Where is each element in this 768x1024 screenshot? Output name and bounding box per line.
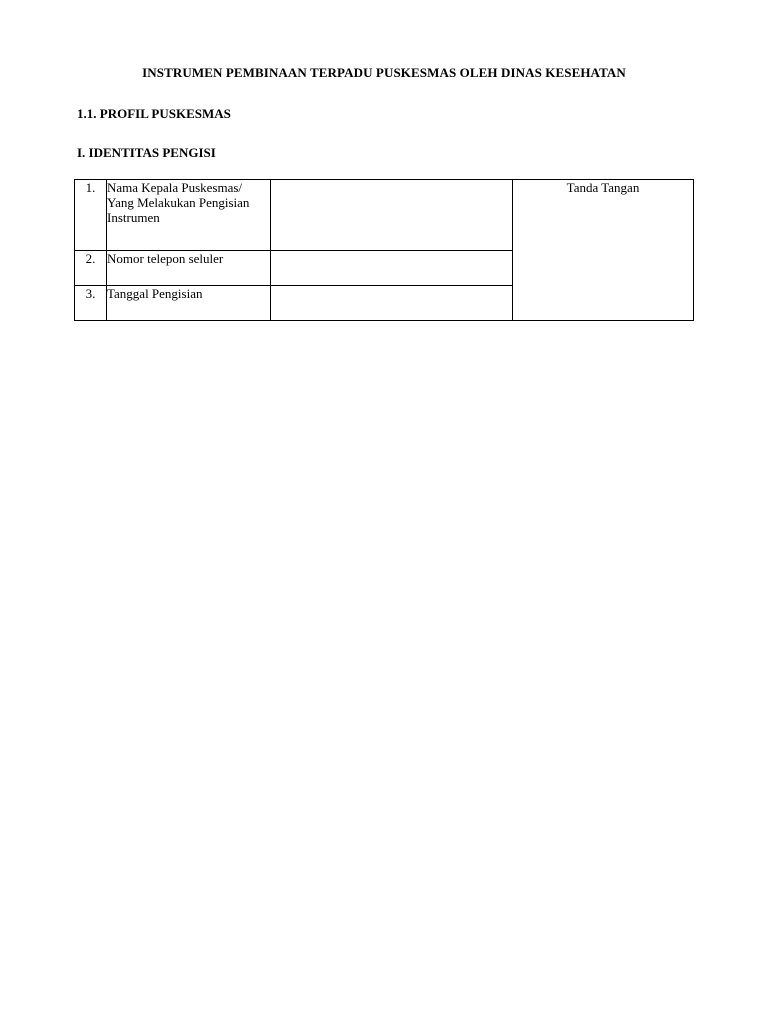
head-name-field[interactable] — [271, 180, 513, 251]
signature-header: Tanda Tangan — [566, 180, 640, 195]
row-number: 2. — [75, 251, 107, 286]
row-number: 1. — [75, 180, 107, 251]
subsection-heading: I. IDENTITAS PENGISI — [77, 145, 216, 160]
signature-cell[interactable] — [513, 180, 694, 321]
row-label-cell — [107, 251, 271, 286]
table-row — [75, 180, 694, 251]
row-label: Tanggal Pengisian — [107, 286, 203, 301]
row-label-cell — [107, 286, 271, 321]
row-number: 3. — [75, 286, 107, 321]
section-heading: 1.1. PROFIL PUSKESMAS — [77, 106, 231, 121]
phone-number-field[interactable] — [271, 251, 513, 286]
fill-date-field[interactable] — [271, 286, 513, 321]
row-label: Nomor telepon seluler — [107, 251, 224, 266]
identity-table — [74, 179, 694, 321]
row-label-cell — [107, 180, 271, 251]
document-title: INSTRUMEN PEMBINAAN TERPADU PUSKESMAS OLEH DINAS KESEHATAN — [142, 65, 626, 80]
row-label: Nama Kepala Puskesmas/ Yang Melakukan Pengisian Instrumen — [107, 180, 250, 225]
